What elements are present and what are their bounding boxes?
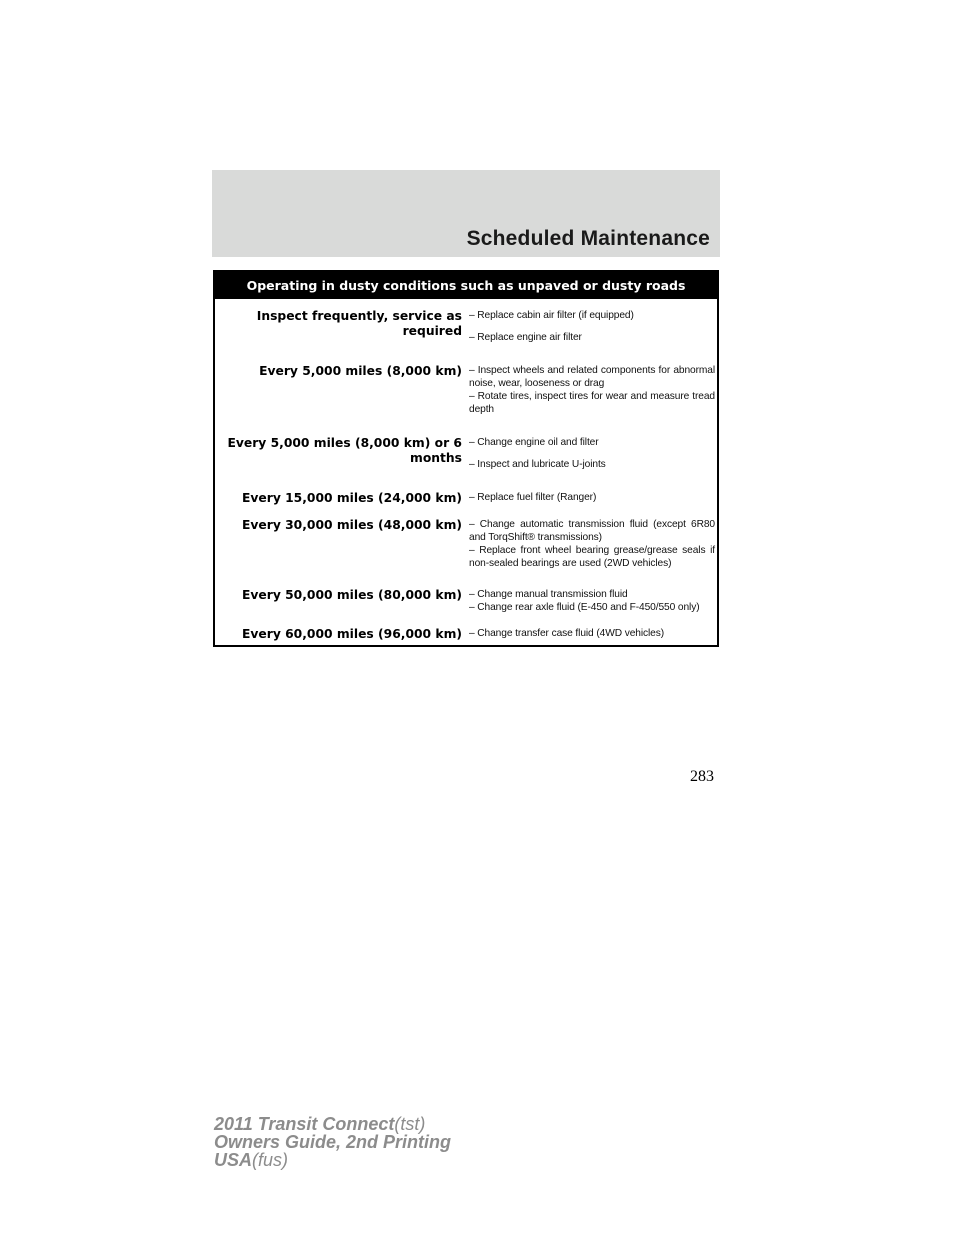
- footer-line-3: [214, 1151, 451, 1169]
- maintenance-table: [213, 270, 719, 647]
- row-item: – Change engine oil and filter: [469, 437, 599, 448]
- row-interval: Every 15,000 miles (24,000 km): [242, 491, 462, 505]
- footer-line-2: Owners Guide, 2nd Printing: [214, 1132, 452, 1152]
- footer-market: USA: [214, 1150, 253, 1170]
- row-item: – Replace cabin air filter (if equipped): [469, 310, 634, 321]
- row-item: – Replace fuel filter (Ranger): [469, 492, 597, 503]
- row-interval: Every 60,000 miles (96,000 km): [242, 627, 462, 641]
- row-item: – Rotate tires, inspect tires for wear and measure tread depth: [469, 391, 715, 415]
- section-title: Scheduled Maintenance: [466, 227, 710, 250]
- row-items: [469, 588, 715, 614]
- row-interval: Inspect frequently, service as required: [256, 309, 462, 338]
- row-items: [469, 491, 715, 504]
- footer-model-code: (tst): [394, 1114, 426, 1134]
- row-items: [469, 627, 715, 640]
- footer-model: 2011 Transit Connect: [214, 1114, 395, 1134]
- row-interval: Every 50,000 miles (80,000 km): [242, 588, 462, 602]
- row-item: – Inspect and lubricate U-joints: [469, 459, 606, 470]
- row-item: – Change rear axle fluid (E-450 and F-450/550 only): [469, 602, 700, 613]
- footer-line-1: [214, 1115, 451, 1133]
- row-interval: Every 30,000 miles (48,000 km): [242, 518, 462, 532]
- header-band: [212, 170, 720, 257]
- row-items: [469, 309, 715, 344]
- table-heading: Operating in dusty conditions such as unpaved or dusty roads: [215, 272, 717, 299]
- row-item: – Change transfer case fluid (4WD vehicles): [469, 628, 665, 639]
- row-items: [469, 436, 715, 471]
- row-items: [469, 364, 715, 416]
- row-item: – Replace front wheel bearing grease/grease seals if non-sealed bearings are used (2WD vehicles): [469, 545, 715, 569]
- row-items: [469, 518, 715, 570]
- row-item: – Change automatic transmission fluid (except 6R80 and TorqShift® transmissions): [469, 519, 715, 543]
- row-item: – Change manual transmission fluid: [469, 589, 628, 600]
- footer-market-code: (fus): [252, 1150, 289, 1170]
- row-interval: Every 5,000 miles (8,000 km): [259, 364, 462, 378]
- footer-print-info: [214, 1115, 451, 1169]
- row-item: – Inspect wheels and related components for abnormal noise, wear, looseness or drag: [469, 365, 715, 389]
- row-interval: Every 5,000 miles (8,000 km) or 6 months: [227, 436, 462, 465]
- page-number: 283: [690, 768, 714, 785]
- row-item: – Replace engine air filter: [469, 332, 582, 343]
